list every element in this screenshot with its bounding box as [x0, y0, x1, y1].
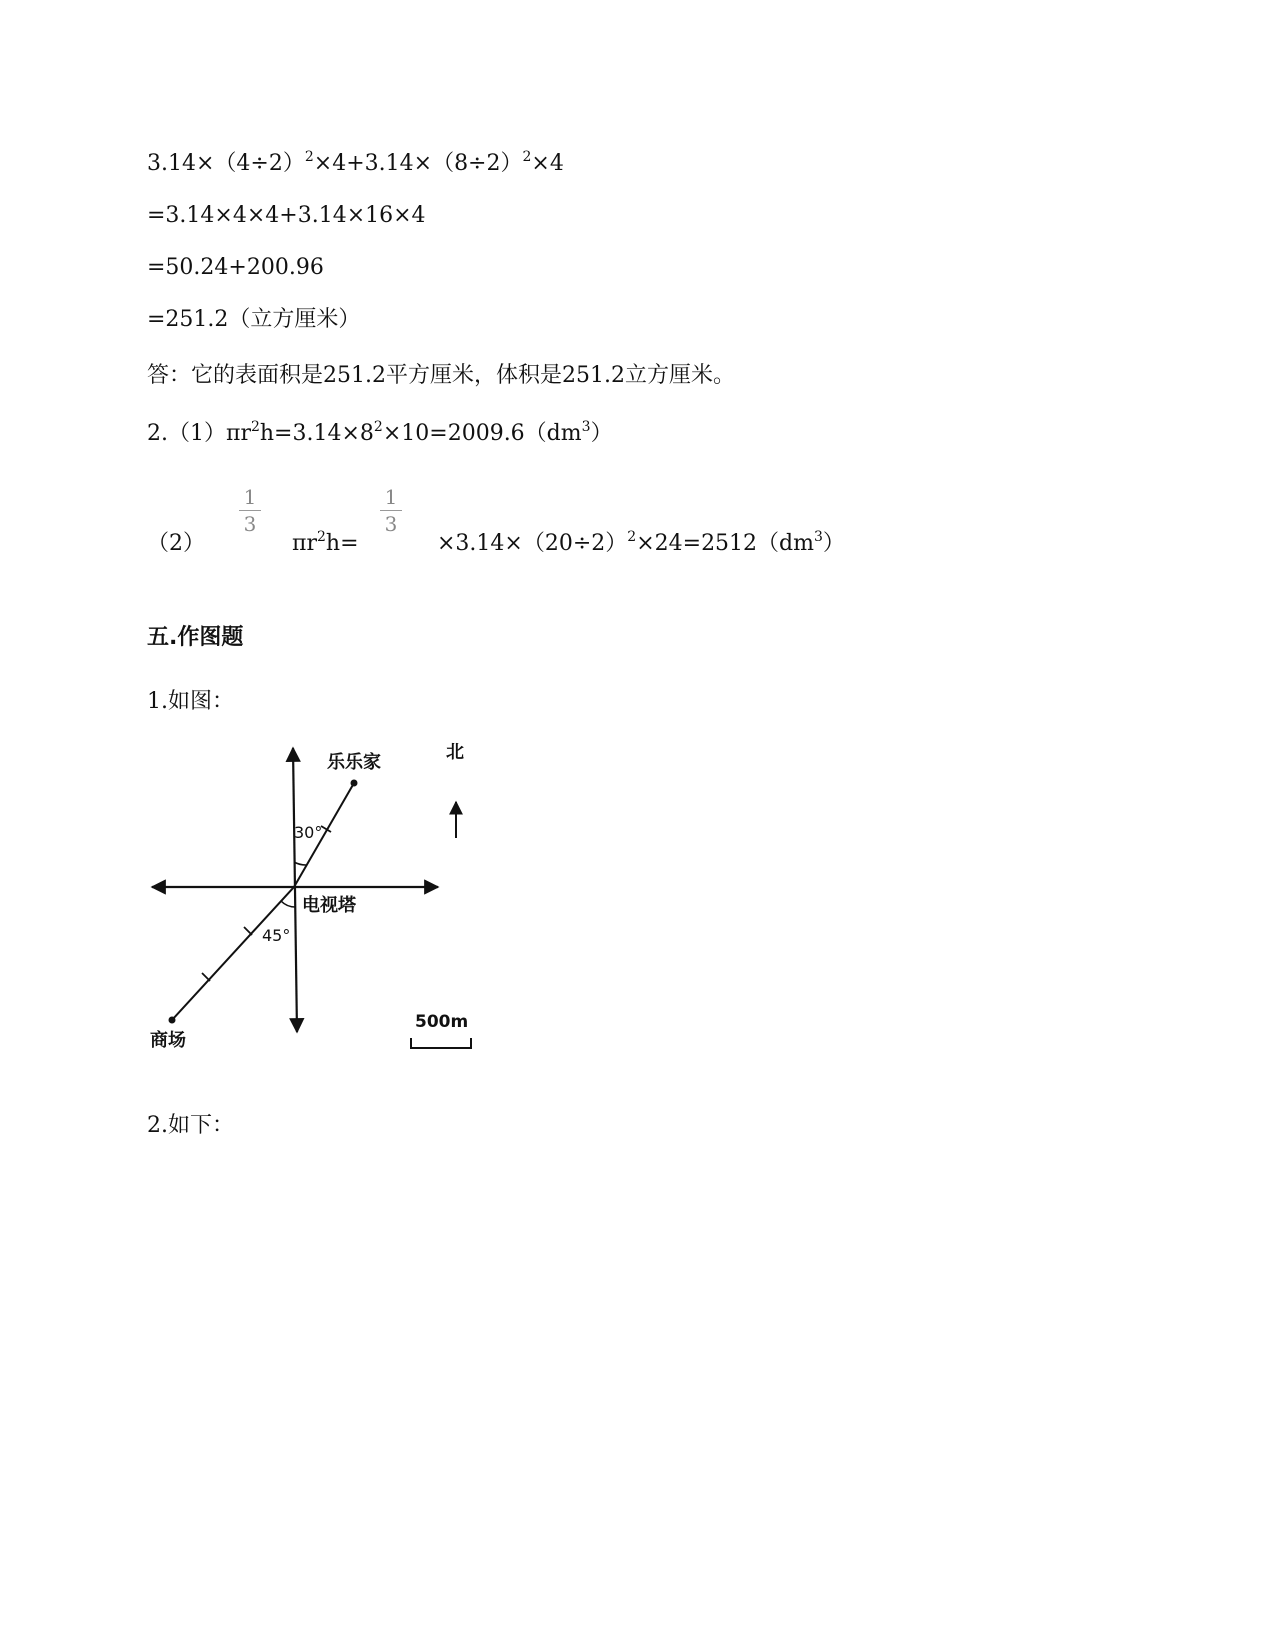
exponent: 2	[627, 529, 637, 545]
mall-point	[169, 1017, 176, 1024]
exponent: 3	[814, 529, 823, 545]
fraction-numerator: 1	[243, 485, 257, 509]
scale-label: 500m	[415, 1012, 469, 1032]
exponent: 2	[250, 419, 260, 435]
calc-line-1	[147, 150, 564, 178]
tower-label: 电视塔	[302, 895, 356, 916]
q2-part2-label: （2）	[147, 531, 205, 556]
scale-bar	[411, 1038, 471, 1048]
formula-text: ）	[822, 531, 845, 556]
angle-label-45: 45°	[262, 926, 291, 945]
fraction-bar	[380, 510, 402, 511]
calc-line-1-part: ×4	[531, 151, 564, 176]
tick-mark	[244, 927, 252, 935]
angle-arc-30	[294, 862, 306, 865]
exponent: 3	[581, 419, 591, 435]
q2-part1-text: 2.（1）πr	[147, 421, 251, 446]
q2-part2-formula	[292, 530, 359, 558]
home-point	[351, 780, 358, 787]
formula-text: h=	[325, 531, 359, 556]
fraction-bar	[239, 510, 261, 511]
q2-part2-rest	[437, 530, 845, 558]
exponent: 2	[304, 149, 314, 165]
section5-item-1: 1.如图：	[147, 689, 234, 714]
exponent: 2	[373, 419, 383, 435]
calc-line-3: =50.24+200.96	[147, 255, 324, 280]
calc-line-1-part: 3.14×（4÷2）	[147, 151, 305, 176]
vertical-axis	[293, 748, 297, 1032]
line-to-mall	[172, 887, 294, 1020]
q2-part1-text: ×10=2009.6（dm	[382, 421, 582, 446]
section5-item-2: 2.如下：	[147, 1113, 234, 1138]
answer-line: 答：它的表面积是251.2平方厘米，体积是251.2立方厘米。	[147, 363, 735, 388]
mall-label: 商场	[150, 1030, 186, 1051]
calc-line-4: =251.2（立方厘米）	[147, 307, 361, 332]
fraction-one-third	[380, 486, 402, 535]
exponent: 2	[522, 149, 532, 165]
q2-part1-text: h=3.14×8	[259, 421, 374, 446]
direction-diagram	[150, 742, 480, 1060]
formula-text: πr	[292, 531, 317, 556]
fraction-denominator: 3	[384, 512, 398, 536]
fraction-denominator: 3	[243, 512, 257, 536]
section-heading: 五.作图题	[147, 625, 244, 650]
formula-text: ×3.14×（20÷2）	[437, 531, 628, 556]
north-label: 北	[446, 742, 464, 763]
tick-mark	[202, 973, 210, 981]
angle-arc-45	[281, 901, 295, 907]
angle-label-30: 30°	[294, 823, 323, 842]
fraction-numerator: 1	[384, 485, 398, 509]
q2-part1-text: ）	[590, 421, 613, 446]
home-label: 乐乐家	[327, 752, 381, 773]
q2-part1	[147, 420, 613, 448]
fraction-one-third	[239, 486, 261, 535]
calc-line-1-part: ×4+3.14×（8÷2）	[313, 151, 523, 176]
formula-text: ×24=2512（dm	[636, 531, 814, 556]
exponent: 2	[316, 529, 326, 545]
calc-line-2: =3.14×4×4+3.14×16×4	[147, 203, 426, 228]
